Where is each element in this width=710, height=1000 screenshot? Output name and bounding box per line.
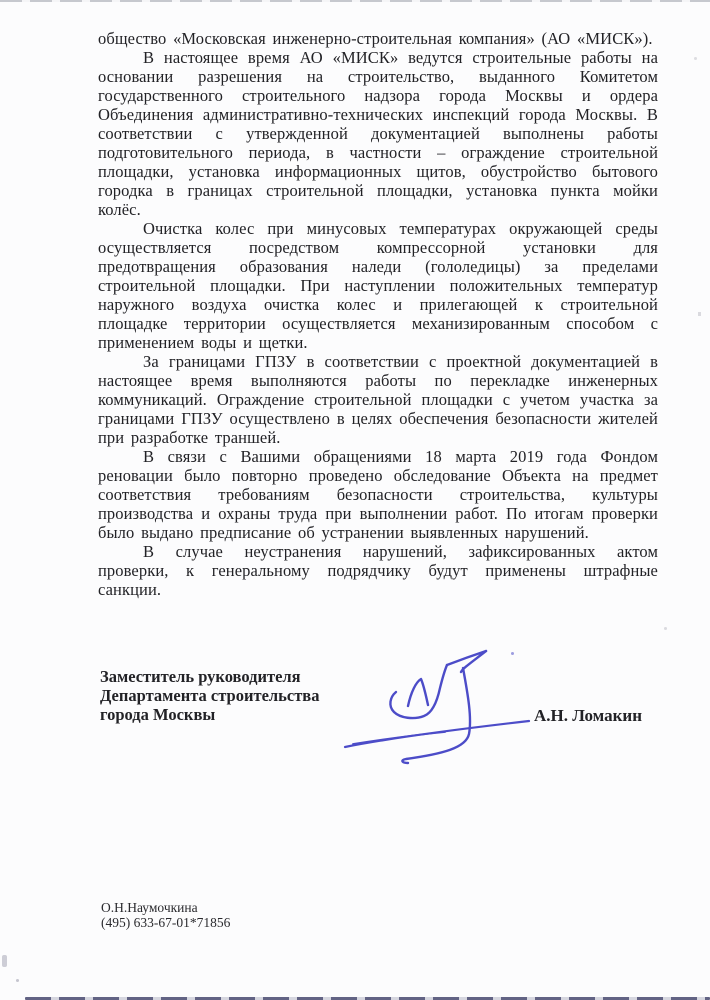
- body-paragraph: В связи с Вашими обращениями 18 марта 2019 года Фондом реновации было повторно проведено обследование Объекта на предмет соответствия требованиям безопасности строительства, культуры производства и охраны труда при выполнении работ. По итогам проверки было выдано предписание об устранении выявленных нарушений.: [98, 447, 658, 542]
- signatory-title-line: Заместитель руководителя: [100, 667, 301, 686]
- body-paragraph: Очистка колес при минусовых температурах окружающей среды осуществляется посредством компрессорной установки для предотвращения образования наледи (гололедицы) за пределами строительной площадки. При наступлении положительных температур наружного воздуха очистка колес и прилегающей к строительной площадке территории осуществляется механизированным способом с применением воды и щетки.: [98, 219, 658, 352]
- executor-phone: (495) 633-67-01*71856: [101, 915, 231, 930]
- scan-edge-artifact-top: [0, 0, 710, 2]
- executor-name: О.Н.Наумочкина: [101, 900, 198, 915]
- body-paragraph: За границами ГПЗУ в соответствии с проектной документацией в настоящее время выполняются работы по перекладке инженерных коммуникаций. Ограждение строительной площадки с учетом участка за границами ГПЗУ осуществлено в целях обеспечения безопасности жителей при разработке траншей.: [98, 352, 658, 447]
- scan-speck: [694, 57, 697, 60]
- scan-speck: [664, 627, 667, 630]
- signatory-title-line: Департамента строительства: [100, 686, 320, 705]
- signature-block: [100, 667, 658, 724]
- scan-speck: [16, 979, 19, 982]
- body-paragraph: В случае неустранения нарушений, зафиксированных актом проверки, к генеральному подрядчику будут применены штрафные санкции.: [98, 542, 658, 599]
- scan-speck: [2, 955, 7, 967]
- letter-body: [98, 29, 658, 599]
- body-paragraph: В настоящее время АО «МИСК» ведутся строительные работы на основании разрешения на строительство, выданного Комитетом государственного строительного надзора города Москвы и ордера Объединения административно-технических инспекций города Москвы. В соответствии с утвержденной документацией выполнены работы подготовительного периода, в частности – ограждение строительной площадки, установка информационных щитов, обустройство бытового городка в границах строительной площадки, установка пункта мойки колёс.: [98, 48, 658, 219]
- signatory-title-line: города Москвы: [100, 705, 216, 724]
- scan-speck: [698, 312, 701, 316]
- scan-speck: [511, 652, 514, 655]
- body-paragraph: общество «Московская инженерно-строительная компания» (АО «МИСК»).: [98, 29, 653, 48]
- signatory-name: А.Н. Ломакин: [533, 706, 642, 725]
- letter-footer: [101, 900, 230, 930]
